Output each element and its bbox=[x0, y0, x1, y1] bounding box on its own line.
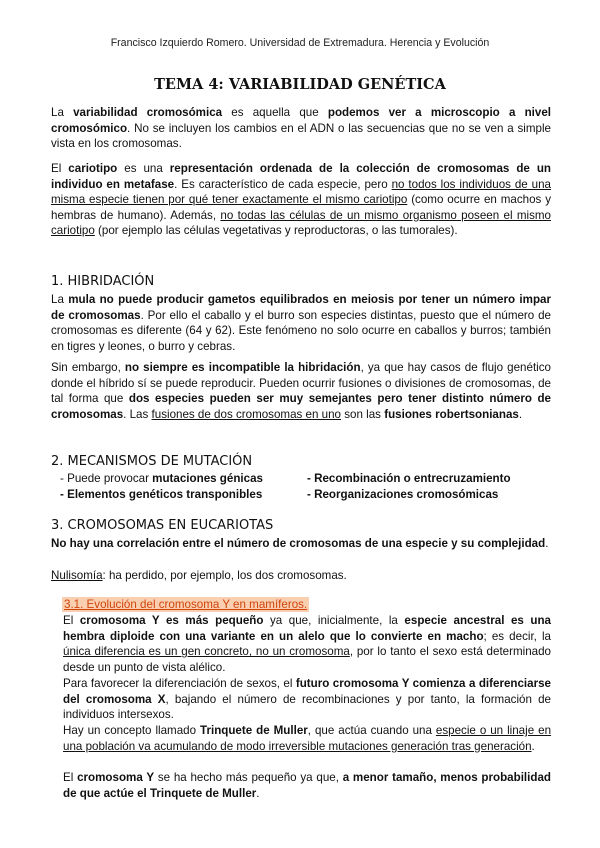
mutation-list-right bbox=[307, 471, 511, 503]
text: : ha perdido, por ejemplo, los dos cromosomas. bbox=[102, 569, 347, 582]
list-item bbox=[60, 471, 263, 487]
bold-text: variabilidad cromosómica bbox=[73, 106, 223, 119]
list-item bbox=[60, 487, 263, 503]
text: La bbox=[51, 293, 69, 306]
bold-text: Trinquete de Muller bbox=[200, 724, 308, 737]
section-heading-mecanismos: 2. MECANISMOS DE MUTACIÓN bbox=[51, 454, 253, 469]
text: . Es característico de cada especie, pero bbox=[174, 177, 392, 191]
cromosoma-y-paragraph-4 bbox=[63, 770, 551, 801]
text: Sin embargo, bbox=[51, 361, 125, 374]
section-heading-hibridacion: 1. HIBRIDACIÓN bbox=[51, 274, 155, 289]
bold-text: especie ancestral es una hembra diploide con una variante en un alelo que lo convierte en macho bbox=[63, 614, 551, 643]
bold-text: - Reorganizaciones cromosómicas bbox=[307, 488, 499, 501]
bold-text: cromosoma Y bbox=[77, 771, 155, 784]
text: , bajando el número de recombinaciones y por tanto, la formación de individuos intersexos. bbox=[63, 692, 551, 722]
text: es una bbox=[117, 162, 170, 175]
bold-text: cariotipo bbox=[68, 162, 118, 175]
cromosoma-y-paragraph-2 bbox=[63, 676, 551, 723]
text: El bbox=[63, 614, 80, 627]
text: Hay un concepto llamado bbox=[63, 724, 201, 737]
bold-text: dos especies pueden ser muy semejantes pero tener distinto número de cromosomas bbox=[51, 392, 552, 421]
text: . No se incluyen los cambios en el ADN o las secuencias que no se ven a simple vista en los cromosomas. bbox=[51, 121, 551, 151]
text: . bbox=[531, 739, 535, 753]
intro-paragraph-2 bbox=[51, 161, 551, 239]
intro-paragraph-1 bbox=[51, 105, 551, 152]
text: . bbox=[518, 407, 523, 421]
text: ; es decir, la bbox=[483, 629, 551, 643]
bold-text: no siempre es incompatible la hibridación bbox=[124, 361, 361, 374]
text: . Por ello el caballo y el burro son especies distintas, puesto que el número de cromosomas es diferente (64 y 62). Este fenómeno no solo ocurre en caballos y burros; también en tigres y leones, o burro y cebras. bbox=[51, 308, 551, 353]
text: Para favorecer la diferenciación de sexos, el bbox=[63, 677, 296, 690]
cromosomas-paragraph bbox=[51, 536, 551, 552]
page-header: Francisco Izquierdo Romero. Universidad de Extremadura. Herencia y Evolución bbox=[110, 37, 490, 49]
mutation-list-left bbox=[60, 471, 263, 503]
section-heading-cromosomas: 3. CROMOSOMAS EN EUCARIOTAS bbox=[51, 518, 274, 533]
text: La bbox=[51, 106, 74, 119]
page-title: TEMA 4: VARIABILIDAD GENÉTICA bbox=[154, 76, 446, 93]
bold-text: mula no puede producir gametos equilibrados en meiosis por tener un número impar de cromosomas bbox=[51, 293, 551, 322]
bold-text: podemos ver a microscopio a nivel cromosómico bbox=[51, 106, 551, 135]
text: El bbox=[63, 771, 78, 784]
text: . bbox=[256, 786, 260, 800]
bold-text: futuro cromosoma Y comienza a diferenciarse del cromosoma X bbox=[63, 677, 552, 706]
bold-text: mutaciones génicas bbox=[152, 472, 263, 485]
text: , ya que hay casos de flujo genético donde el híbrido sí se puede reproducir. Pueden ocurrir fusiones o divisiones de cromosomas, de tal forma que bbox=[51, 361, 551, 406]
text: - Puede provocar bbox=[60, 472, 153, 485]
underlined-text: no todos los individuos de una misma especie tienen por qué tener exactamente el mismo cariotipo bbox=[51, 177, 551, 207]
text: . Las bbox=[123, 407, 152, 421]
text: . bbox=[545, 537, 549, 550]
list-item bbox=[307, 471, 511, 487]
underlined-text: única diferencia es un gen concreto, no un cromosoma bbox=[63, 645, 350, 659]
hibridacion-paragraph-1 bbox=[51, 292, 551, 354]
text: se ha hecho más pequeño ya que, bbox=[154, 771, 343, 784]
cromosoma-y-paragraph-3 bbox=[63, 723, 551, 754]
text: son las bbox=[341, 407, 385, 421]
text: ya que, inicialmente, la bbox=[263, 614, 405, 627]
nulisomia-line bbox=[51, 568, 551, 584]
text: (por ejemplo las células vegetativas y reproductoras, o las tumorales). bbox=[94, 224, 458, 238]
underlined-text: especie o un linaje en una población va acumulando de modo irreversible mutaciones generación tras generación bbox=[63, 724, 552, 753]
bold-text: - Recombinación o entrecruzamiento bbox=[307, 472, 511, 485]
bold-text: cromosoma Y es más pequeño bbox=[79, 614, 264, 627]
bold-text: No hay una correlación entre el número de cromosomas de una especie y su complejidad bbox=[51, 537, 546, 550]
text: , que actúa cuando una bbox=[307, 724, 436, 737]
hibridacion-paragraph-2 bbox=[51, 360, 551, 422]
text: El bbox=[51, 162, 69, 175]
cromosoma-y-paragraph-1 bbox=[63, 613, 551, 675]
underlined-text: Nulisomía bbox=[51, 569, 103, 582]
subsection-heading-cromosoma-y: 3.1. Evolución del cromosoma Y en mamíferos. bbox=[64, 598, 308, 611]
text: (como ocurre en machos y hembras de humano). Además, bbox=[51, 193, 551, 222]
bold-text: a menor tamaño, menos probabilidad de que actúe el Trinquete de Muller bbox=[63, 771, 551, 800]
underlined-text: fusiones de dos cromosomas en uno bbox=[151, 407, 342, 421]
underlined-text: no todas las células de un mismo organismo poseen el mismo cariotipo bbox=[51, 208, 551, 238]
text: es aquella que bbox=[222, 106, 328, 119]
bold-text: representación ordenada de la colección de cromosomas de un individuo en metafase bbox=[51, 162, 551, 191]
text: , por lo tanto el sexo está determinado desde un punto de vista alélico. bbox=[63, 645, 552, 674]
list-item bbox=[307, 487, 511, 503]
bold-text: fusiones robertsonianas bbox=[384, 407, 519, 421]
bold-text: - Elementos genéticos transponibles bbox=[60, 488, 263, 501]
